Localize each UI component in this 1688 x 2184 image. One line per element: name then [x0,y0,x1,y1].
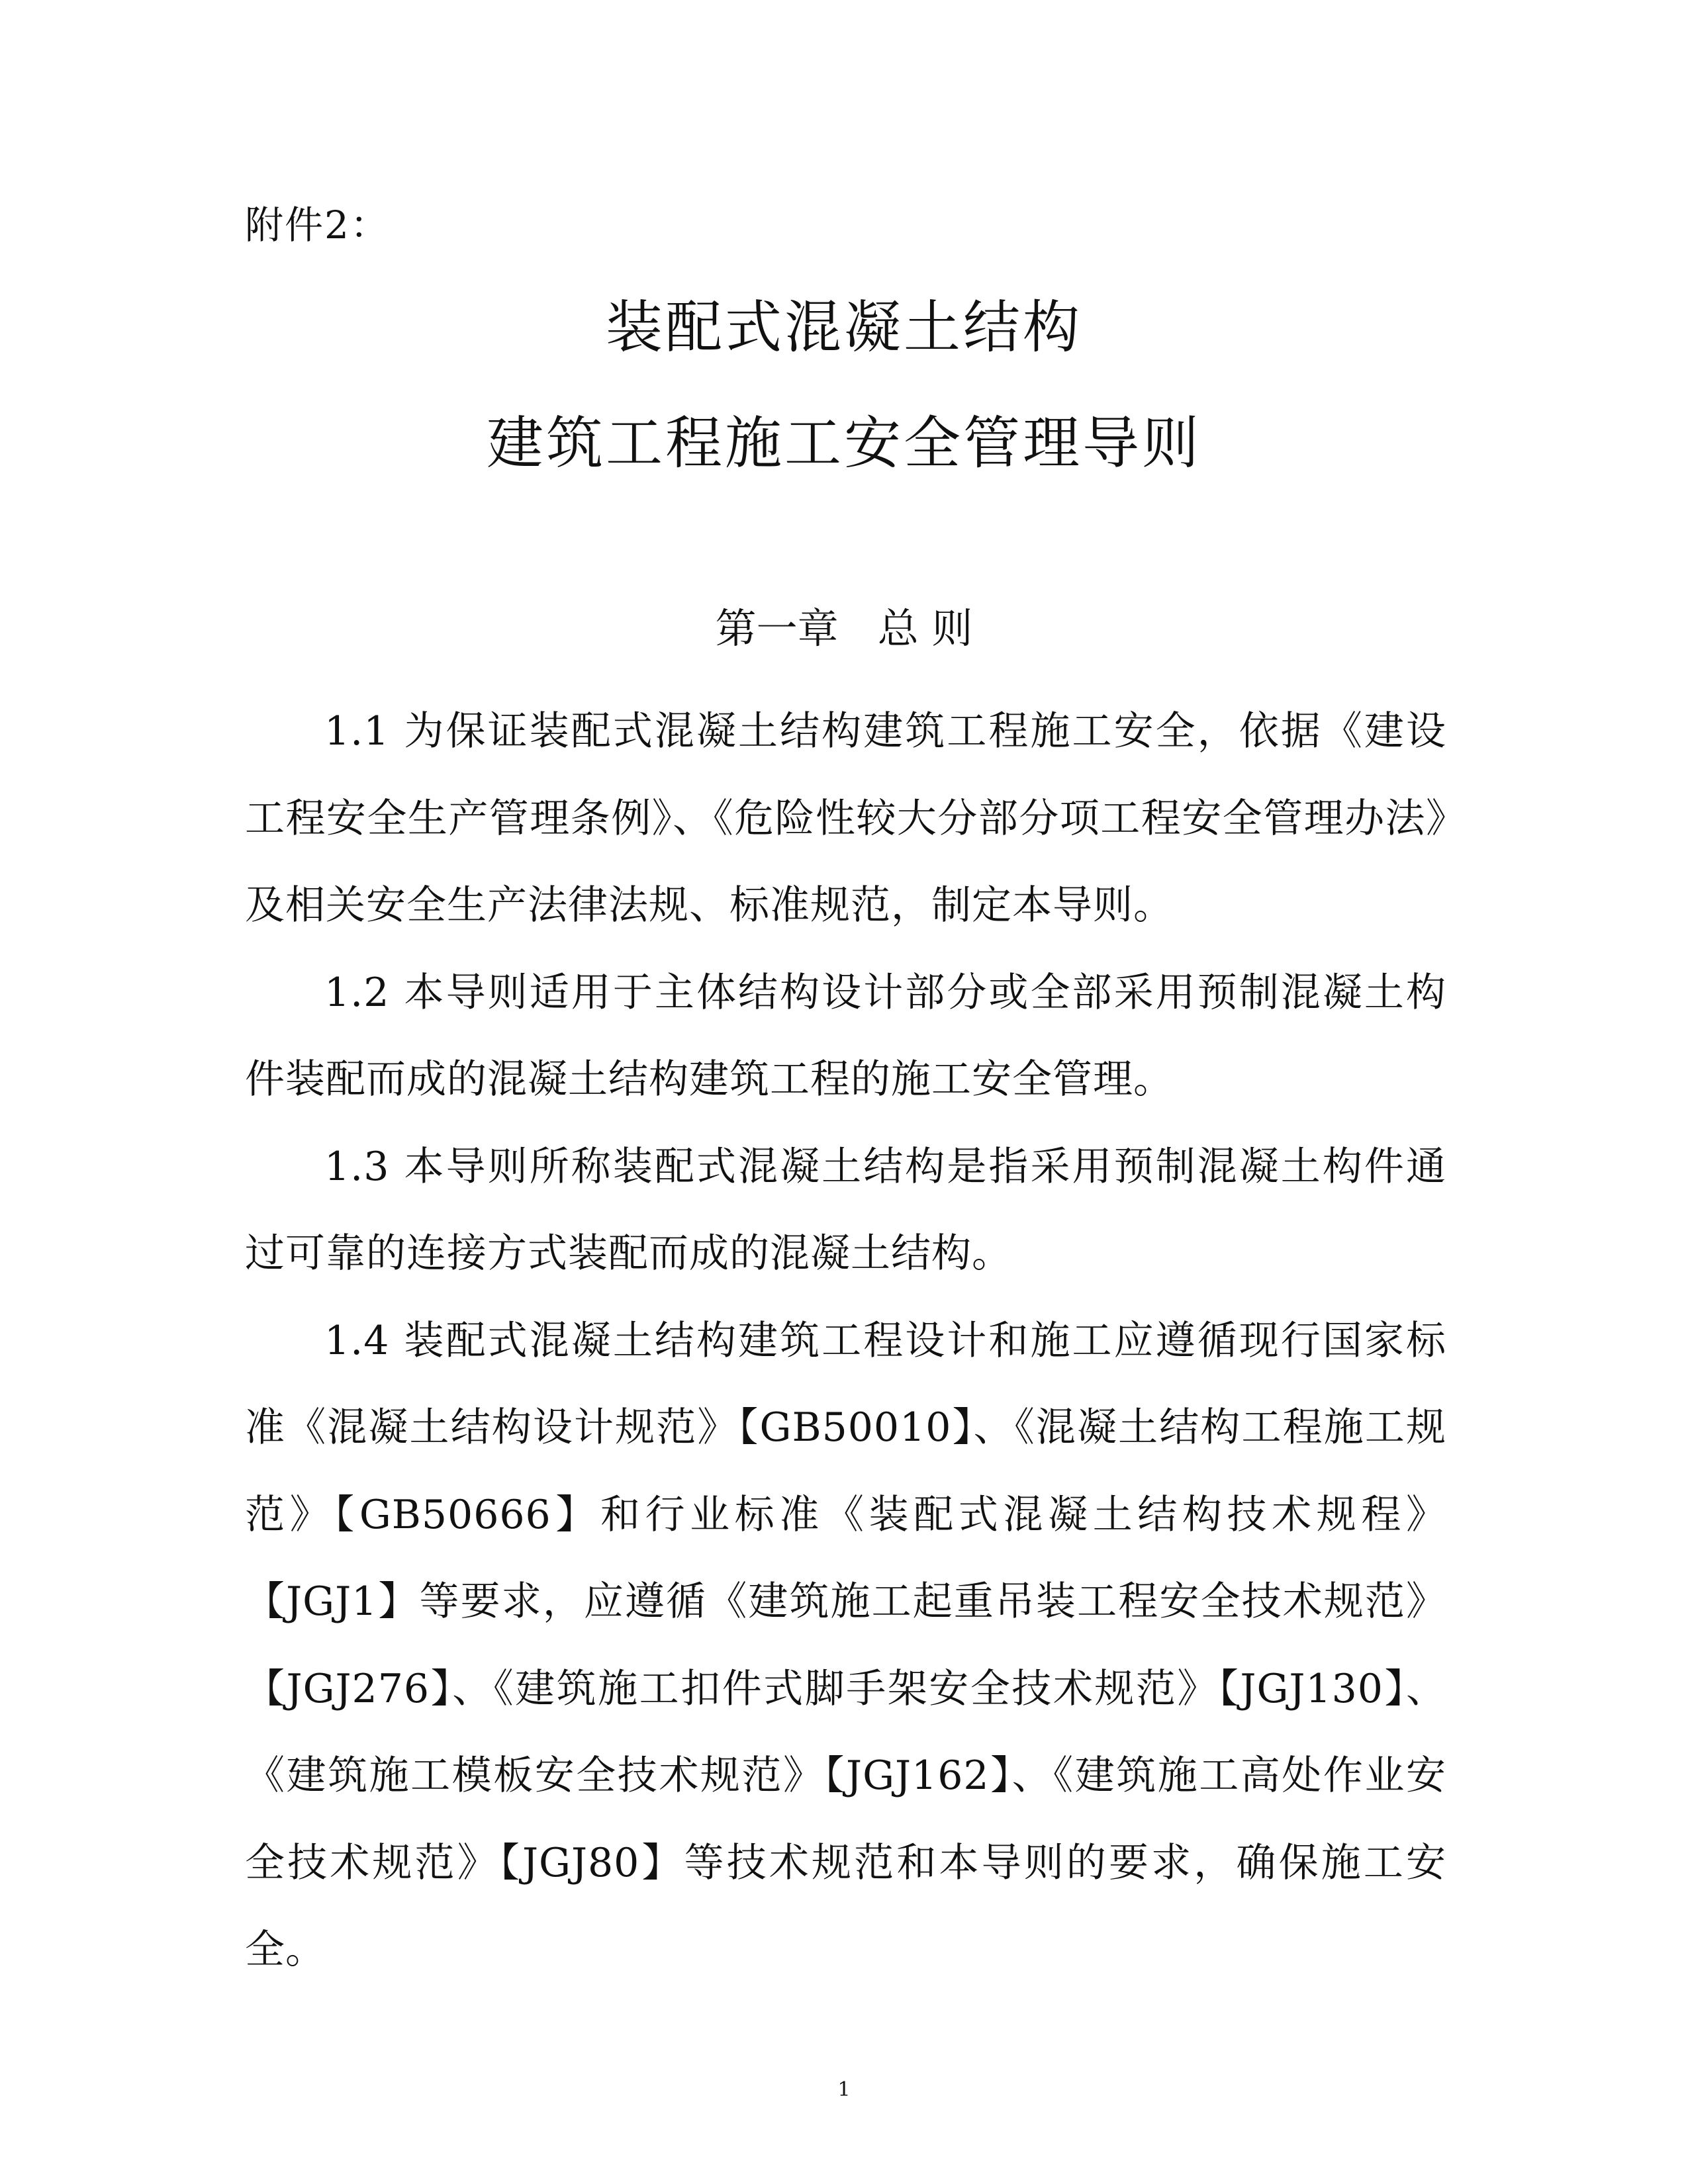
document-body [245,688,1446,1994]
page-number: 1 [837,2078,851,2101]
paragraph-1-3: 1.3 本导则所称装配式混凝土结构是指采用预制混凝土构件通过可靠的连接方式装配而成的混凝土结构。 [245,1143,1446,1277]
paragraph-1-2: 1.2 本导则适用于主体结构设计部分或全部采用预制混凝土构件装配而成的混凝土结构建筑工程的施工安全管理。 [245,969,1446,1103]
document-title-line-1: 装配式混凝土结构 [606,295,1082,361]
paragraph-1-1: 1.1 为保证装配式混凝土结构建筑工程施工安全，依据《建设工程安全生产管理条例》、《危险性较大分部分项工程安全管理办法》及相关安全生产法律法规、标准规范，制定本导则。 [245,708,1446,929]
document-title-line-2: 建筑工程施工安全管理导则 [487,410,1201,477]
attachment-label: 附件2： [245,203,390,248]
paragraph-1-4: 1.4 装配式混凝土结构建筑工程设计和施工应遵循现行国家标准《混凝土结构设计规范》【GB50010】、《混凝土结构工程施工规范》【GB50666】和行业标准《装配式混凝土结构技术规程》【JGJ1】等要求，应遵循《建筑施工起重吊装工程安全技术规范》【JGJ276】、《建筑施工扣件式脚手架安全技术规范》【JGJ130】、《建筑施工模板安全技术规范》【JGJ162】、《建筑施工高处作业安全技术规范》【JGJ80】等技术规范和本导则的要求，确保施工安全。 [245,1317,1446,1973]
chapter-heading: 第一章 总 则 [715,604,973,653]
